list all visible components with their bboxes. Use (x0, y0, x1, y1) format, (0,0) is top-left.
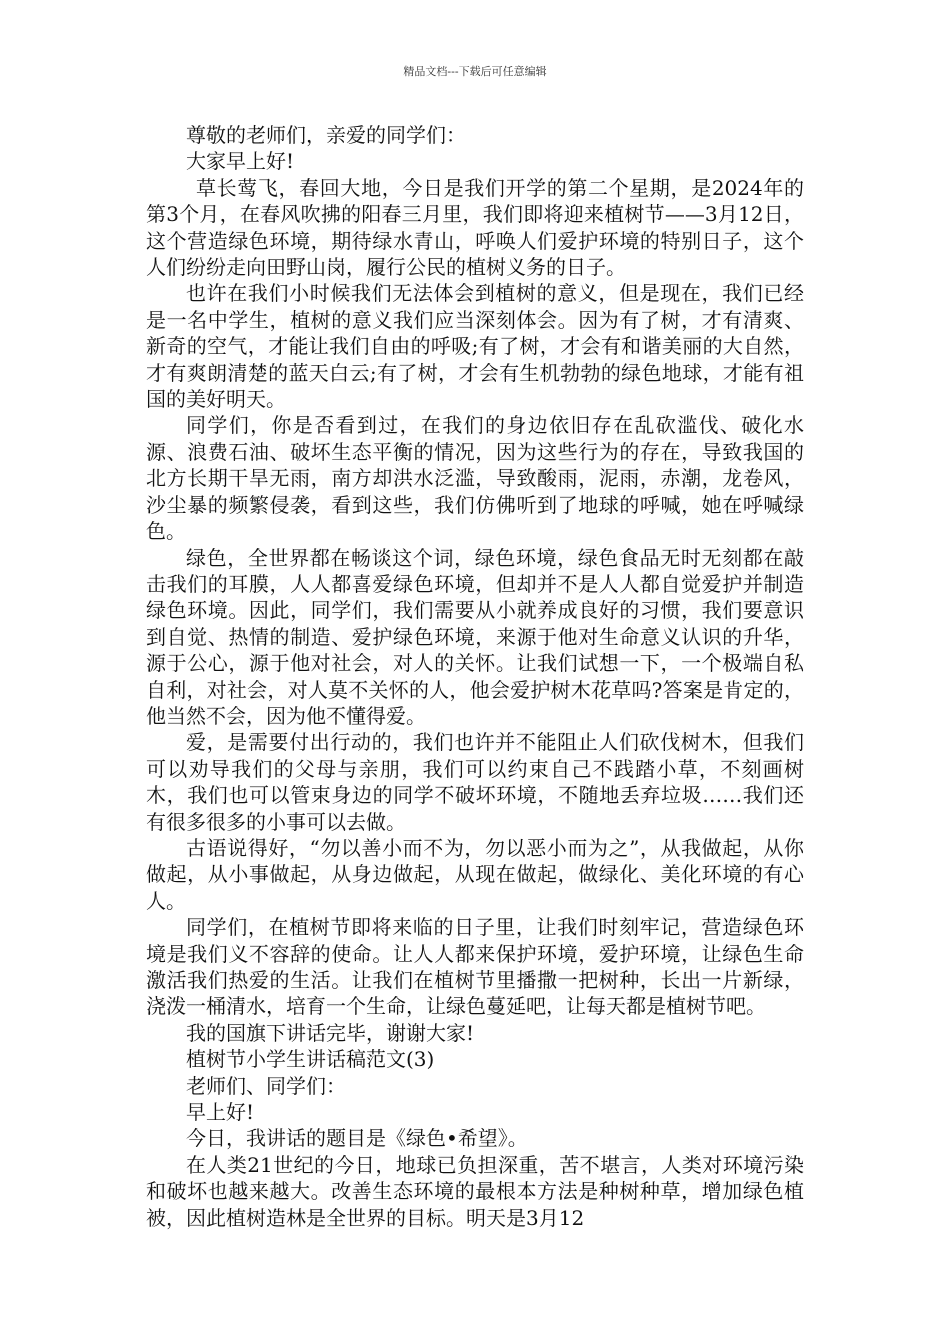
paragraph: 古语说得好，“勿以善小而不为，勿以恶小而为之”，从我做起，从你做起，从小事做起，从身边做起，从现在做起，做绿化、美化环境的有心人。 (146, 835, 804, 913)
paragraph: 也许在我们小时候我们无法体会到植树的意义，但是现在，我们已经是一名中学生，植树的意义我们应当深刻体会。因为有了树，才有清爽、新奇的空气，才能让我们自由的呼吸;有了树，才会有和谐美丽的大自然，才有爽朗清楚的蓝天白云;有了树，才会有生机勃勃的绿色地球，才能有祖国的美好明天。 (146, 281, 804, 412)
salutation: 尊敬的老师们，亲爱的同学们： (186, 123, 466, 147)
salutation: 老师们、同学们： (186, 1073, 346, 1098)
page-header: 精品文档---下载后可任意编辑 (403, 65, 547, 78)
paragraph: 爱，是需要付出行动的，我们也许并不能阻止人们砍伐树木，但我们可以劝导我们的父母与亲朋，我们可以约束自己不践踏小草，不刻画树木，我们也可以管束身边的同学不破坏环境，不随地丢弃垃圾……我们还有很多很多的小事可以去做。 (146, 730, 804, 834)
paragraph: 同学们，在植树节即将来临的日子里，让我们时刻牢记，营造绿色环境是我们义不容辞的使命。让人人都来保护环境，爱护环境，让绿色生命激活我们热爱的生活。让我们在植树节里播撒一把树种，长出一片新绿，浇泼一桶清水，培育一个生命，让绿色蔓延吧，让每天都是植树节吧。 (146, 915, 804, 1019)
paragraph: 草长莺飞，春回大地，今日是我们开学的第二个星期，是2024年的第3个月，在春风吹拂的阳春三月里，我们即将迎来植树节——3月12日，这个营造绿色环境，期待绿水青山，呼唤人们爱护环境的特别日子，这个人们纷纷走向田野山岗，履行公民的植树义务的日子。 (146, 175, 804, 280)
greeting: 大家早上好! (186, 149, 295, 174)
paragraph: 绿色，全世界都在畅谈这个词，绿色环境，绿色食品无时无刻都在敲击我们的耳膜，人人都喜爱绿色环境，但却并不是人人都自觉爱护并制造绿色环境。因此，同学们，我们需要从小就养成良好的习惯，我们要意识到自觉、热情的制造、爱护绿色环境，来源于他对生命意义认识的升华，源于公心，源于他对社会，对人的关怀。让我们试想一下，一个极端自私自利，对社会，对人莫不关怀的人，他会爱护树木花草吗?答案是肯定的，他当然不会，因为他不懂得爱。 (146, 545, 804, 728)
paragraph: 同学们，你是否看到过，在我们的身边依旧存在乱砍滥伐、破化水源、浪费石油、破坏生态平衡的情况，因为这些行为的存在，导致我国的北方长期干旱无雨，南方却洪水泛滥，导致酸雨，泥雨，赤潮，龙卷风，沙尘暴的频繁侵袭，看到这些，我们仿佛听到了地球的呼喊，她在呼喊绿色。 (146, 413, 804, 544)
section-title: 植树节小学生讲话稿范文(3) (186, 1047, 435, 1072)
paragraph: 在人类21世纪的今日，地球已负担深重，苦不堪言，人类对环境污染和破坏也越来越大。改善生态环境的最根本方法是种树种草，增加绿色植被，因此植树造林是全世界的目标。明天是3月12 (146, 1152, 804, 1230)
paragraph: 今日，我讲话的题目是《绿色•希望》。 (186, 1126, 528, 1151)
closing-line: 我的国旗下讲话完毕，谢谢大家! (186, 1020, 475, 1045)
document-body (146, 122, 804, 1231)
greeting: 早上好! (186, 1100, 255, 1125)
